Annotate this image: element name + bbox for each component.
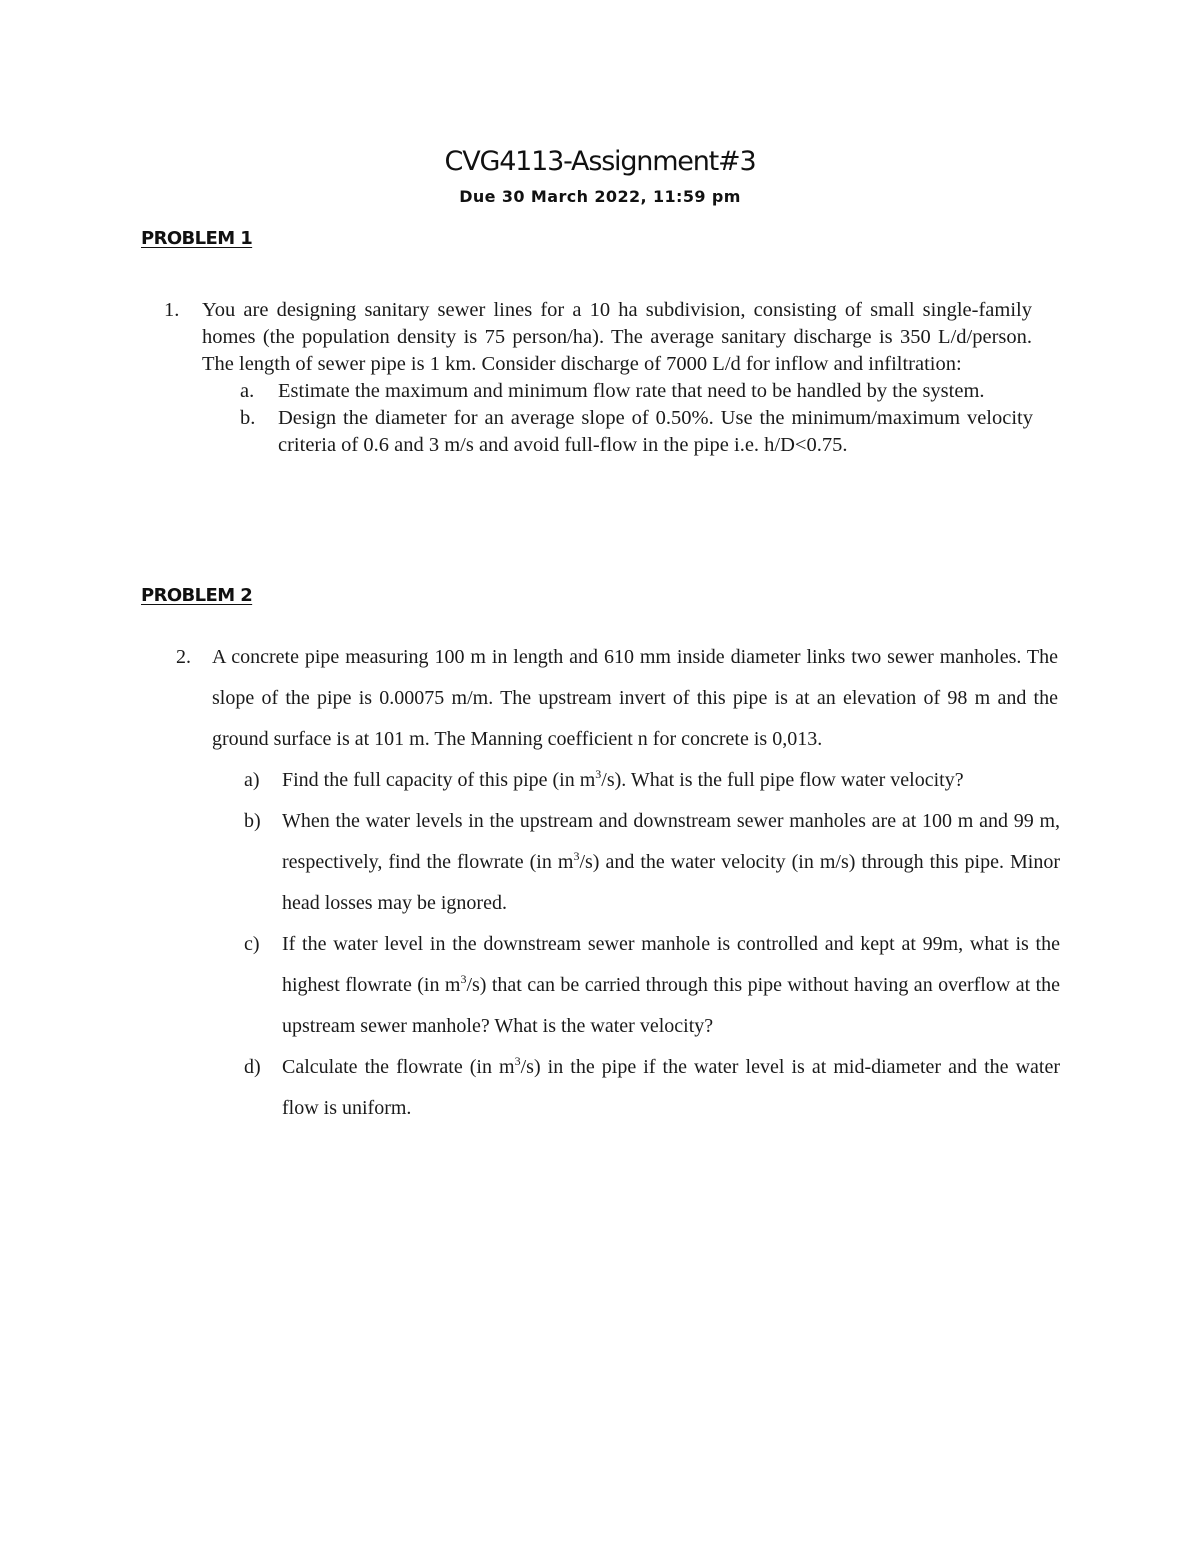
part-marker: b): [244, 810, 261, 832]
problem-2-part-a: [244, 760, 1060, 801]
problem-2-part-d: [244, 1047, 1060, 1129]
part-text-end: /s). What is the full pipe flow water velocity?: [601, 769, 964, 791]
part-marker: c): [244, 933, 260, 955]
part-text: Estimate the maximum and minimum flow rate that need to be handled by the system.: [278, 380, 985, 402]
problem-1-body: [164, 297, 1044, 459]
problem-1-item: [164, 297, 1044, 378]
problem-1-part-b: [240, 405, 1044, 459]
superscript: 3: [514, 1054, 521, 1068]
part-marker: b.: [240, 407, 256, 429]
problem-1-number: 1.: [164, 299, 180, 321]
problem-2-part-b: [244, 801, 1060, 924]
superscript: 3: [460, 972, 467, 986]
problem-1-heading: PROBLEM 1: [141, 228, 253, 249]
part-text-end: /s) in the pipe if the water level is at mid-diameter and the water flow is uniform.: [282, 1056, 1060, 1119]
problem-2-body: [176, 637, 1060, 1129]
problem-1-text: You are designing sanitary sewer lines for a 10 ha subdivision, consisting of small single-family homes (the population density is 75 person/ha). The average sanitary discharge is 350 L/d/person. The length of sewer pipe is 1 km. Consider discharge of 7000 L/d for inflow and infiltration:: [202, 299, 1032, 375]
part-text-start: Calculate the flowrate (in m: [282, 1056, 515, 1078]
superscript: 3: [595, 767, 602, 781]
part-marker: a): [244, 769, 260, 791]
part-text: [282, 924, 1060, 1047]
problem-2-part-c: [244, 924, 1060, 1047]
part-text-end: /s) and the water velocity (in m/s) through this pipe. Minor head losses may be ignored.: [282, 851, 1061, 914]
problem-2-text: A concrete pipe measuring 100 m in length and 610 mm inside diameter links two sewer manholes. The slope of the pipe is 0.00075 m/m. The upstream invert of this pipe is at an elevation of 98 m and the ground surface is at 101 m. The Manning coefficient n for concrete is 0,013.: [212, 646, 1058, 750]
part-text: [282, 1047, 1060, 1129]
due-date: Due 30 March 2022, 11:59 pm: [459, 187, 741, 206]
part-text-end: /s) that can be carried through this pipe without having an overflow at the upstream sewer manhole? What is the water velocity?: [282, 974, 1060, 1037]
document-title: CVG4113-Assignment#3: [444, 146, 756, 177]
part-text: [282, 801, 1060, 924]
part-text-start: If the water level in the downstream sewer manhole is controlled and kept at 99m, what is the highest flowrate (in m: [282, 933, 1060, 996]
superscript: 3: [573, 849, 580, 863]
part-text-start: Find the full capacity of this pipe (in m: [282, 769, 596, 791]
part-marker: d): [244, 1056, 261, 1078]
part-marker: a.: [240, 380, 255, 402]
problem-2-heading: PROBLEM 2: [141, 585, 253, 606]
problem-2-item: [176, 637, 1060, 760]
problem-1-part-a: [240, 378, 1044, 405]
problem-2-number: 2.: [176, 646, 191, 668]
part-text-start: When the water levels in the upstream and downstream sewer manholes are at 100 m and 99 m, respectively, find the flowrate (in m: [282, 810, 1060, 873]
part-text: Design the diameter for an average slope of 0.50%. Use the minimum/maximum velocity criteria of 0.6 and 3 m/s and avoid full-flow in the pipe i.e. h/D<0.75.: [278, 407, 1033, 456]
part-text: [282, 760, 1060, 801]
